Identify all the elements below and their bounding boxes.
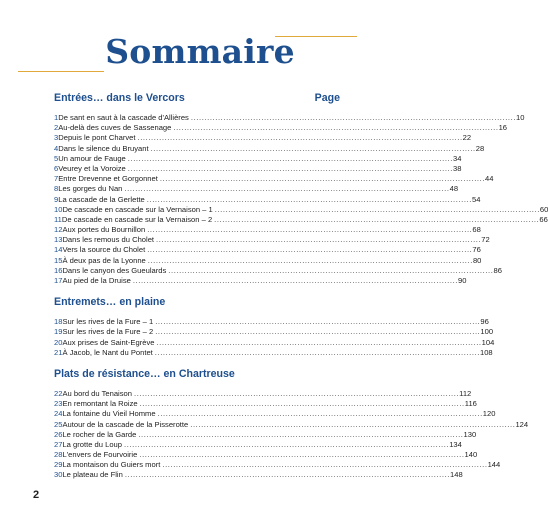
entry-title-wrap xyxy=(62,317,480,327)
toc-entry xyxy=(54,317,489,327)
entry-title-wrap xyxy=(58,195,472,205)
entry-number: 23 xyxy=(54,399,63,409)
entry-title: Dans le silence du Bruyant xyxy=(58,143,149,153)
entry-number: 30 xyxy=(54,470,63,480)
toc-entry xyxy=(54,153,462,164)
entry-title-wrap xyxy=(58,184,449,194)
entry-number: 11 xyxy=(54,214,62,224)
dot-leader: ........................................................................................................................ xyxy=(155,317,481,327)
dot-leader: ........................................................................................................................ xyxy=(159,174,486,184)
entry-number: 17 xyxy=(54,276,63,285)
dot-leader: ........................................................................................................................ xyxy=(132,276,459,285)
entry-title-wrap xyxy=(62,389,459,399)
toc-entry xyxy=(54,265,502,276)
entry-page: 48 xyxy=(449,184,459,194)
entry-page: 60 xyxy=(539,204,548,214)
entry-page: 86 xyxy=(493,265,502,275)
entry-title-wrap xyxy=(62,327,480,337)
entry-list xyxy=(54,113,548,286)
toc-entry xyxy=(54,123,508,133)
section-header xyxy=(54,368,340,380)
page-title: Sommaire xyxy=(105,32,295,71)
toc-entry xyxy=(54,143,485,154)
entry-number: 21 xyxy=(54,347,63,357)
entry-title-wrap xyxy=(62,225,472,235)
entry-title: Sur les rives de la Fure – 1 xyxy=(62,317,154,327)
entry-title-wrap xyxy=(62,266,493,276)
entry-title: À deux pas de la Lyonne xyxy=(62,255,146,265)
entry-title-wrap xyxy=(62,256,473,266)
entry-number: 20 xyxy=(54,337,63,347)
entry-title: Aux portes du Bournillon xyxy=(62,225,146,235)
dot-leader: ........................................................................................................................ xyxy=(162,460,488,470)
entry-page: 44 xyxy=(485,174,494,184)
entry-title-wrap xyxy=(62,245,472,255)
toc-entry xyxy=(54,450,478,460)
entry-page: 28 xyxy=(475,143,485,153)
entry-title: La fontaine du Vieil Homme xyxy=(62,409,156,419)
entry-title: Le rocher de la Garde xyxy=(62,429,137,439)
entry-page: 120 xyxy=(482,409,496,419)
entry-number: 10 xyxy=(54,204,63,214)
page-column-header: Page xyxy=(314,92,340,104)
entry-number: 29 xyxy=(54,460,63,470)
section-header xyxy=(54,92,340,104)
dot-leader: ........................................................................................................................ xyxy=(157,409,483,419)
entry-title-wrap xyxy=(58,123,498,133)
entry-number: 9 xyxy=(54,194,59,204)
toc-entry xyxy=(54,194,481,205)
entry-title: À Jacob, le Nant du Pontet xyxy=(62,347,153,357)
entry-title-wrap xyxy=(58,174,485,184)
dot-leader: ........................................................................................................................ xyxy=(133,388,460,398)
toc-entry xyxy=(54,327,494,337)
entry-page: 112 xyxy=(459,388,472,398)
entry-number: 15 xyxy=(54,255,63,265)
dot-leader: ........................................................................................................................ xyxy=(154,347,480,357)
entry-page: 34 xyxy=(452,153,462,163)
dot-leader: ........................................................................................................................ xyxy=(127,153,453,163)
entry-title: Entre Drevenne et Gorgonnet xyxy=(58,174,158,184)
entry-number: 28 xyxy=(54,450,63,460)
entry-title-wrap xyxy=(62,420,515,430)
toc-entry xyxy=(54,235,490,245)
dot-leader: ........................................................................................................................ xyxy=(147,225,473,235)
entry-page: 100 xyxy=(480,327,494,337)
entry-title: De sant en saut à la cascade d'Allières xyxy=(58,113,189,122)
entry-number: 6 xyxy=(54,163,59,173)
entry-page: 80 xyxy=(472,255,482,265)
dot-leader: ........................................................................................................................ xyxy=(214,204,540,214)
entry-title-wrap xyxy=(62,430,463,440)
entry-page: 134 xyxy=(449,439,462,449)
entry-page: 124 xyxy=(515,419,529,429)
entry-page: 144 xyxy=(487,460,501,470)
entry-page: 72 xyxy=(481,235,490,245)
dot-leader: ........................................................................................................................ xyxy=(139,450,465,460)
entry-title-wrap xyxy=(58,164,453,174)
toc-entry xyxy=(54,245,481,255)
entry-page: 108 xyxy=(479,347,493,357)
entry-title: La grotte du Loup xyxy=(62,439,122,449)
entry-page: 22 xyxy=(462,133,472,143)
entry-title-wrap xyxy=(62,205,539,215)
dot-leader: ........................................................................................................................ xyxy=(156,337,482,347)
entry-number: 3 xyxy=(54,133,59,143)
toc-entry xyxy=(54,214,548,225)
section-heading: Plats de résistance… en Chartreuse xyxy=(54,367,235,380)
page-number: 2 xyxy=(33,489,40,501)
dot-leader: ........................................................................................................................ xyxy=(124,184,450,194)
toc-entry xyxy=(54,113,525,123)
entry-number: 25 xyxy=(54,419,63,429)
entry-page: 68 xyxy=(472,225,481,235)
entry-title: Au-delà des cuves de Sassenage xyxy=(58,123,172,133)
section-heading: Entrées… dans le Vercors xyxy=(54,92,185,104)
entry-title-wrap xyxy=(58,133,462,143)
entry-title: Vers la source du Cholet xyxy=(62,245,146,255)
dot-leader: ........................................................................................................................ xyxy=(124,470,451,480)
toc-entry xyxy=(54,174,494,184)
dot-leader: ........................................................................................................................ xyxy=(173,123,499,133)
entry-number: 14 xyxy=(54,245,63,255)
dot-leader: ........................................................................................................................ xyxy=(147,255,473,265)
entry-title: La cascade de la Gerlette xyxy=(58,194,145,204)
entry-page: 116 xyxy=(464,399,477,409)
entry-title: Sur les rives de la Fure – 2 xyxy=(62,327,154,337)
entry-number: 1 xyxy=(54,113,59,122)
toc-entry xyxy=(54,184,459,194)
entry-title: Le plateau de Flin xyxy=(62,470,123,480)
entry-title: Dans les remous du Cholet xyxy=(62,235,155,245)
entry-page: 10 xyxy=(516,113,525,122)
entry-title-wrap xyxy=(62,470,450,480)
decorative-rule-bottom xyxy=(18,71,104,72)
entry-title-wrap xyxy=(62,348,480,358)
entry-page: 104 xyxy=(481,337,495,347)
entry-number: 12 xyxy=(54,225,63,235)
entry-number: 13 xyxy=(54,235,63,245)
dot-leader: ........................................................................................................................ xyxy=(168,265,494,275)
entry-page: 38 xyxy=(452,163,462,173)
entry-number: 26 xyxy=(54,429,63,439)
entry-number: 2 xyxy=(54,123,59,133)
entry-title: Autour de la cascade de la Pisserotte xyxy=(62,419,189,429)
entry-page: 76 xyxy=(472,245,481,255)
entry-page: 90 xyxy=(458,276,467,285)
entry-title: De cascade en cascade sur la Vernaison – 2 xyxy=(61,214,213,224)
entry-title-wrap xyxy=(58,144,476,154)
toc-entry xyxy=(54,225,481,235)
entry-number: 16 xyxy=(54,265,63,275)
entry-title: L'envers de Fourvoirie xyxy=(62,450,138,460)
toc-entry xyxy=(54,388,472,399)
entry-number: 5 xyxy=(54,153,59,163)
dot-leader: ........................................................................................................................ xyxy=(214,214,540,224)
dot-leader: ........................................................................................................................ xyxy=(190,419,516,429)
entry-title: En remontant la Roize xyxy=(62,399,138,409)
entry-title-wrap xyxy=(62,450,464,460)
dot-leader: ........................................................................................................................ xyxy=(124,439,450,449)
entry-title: Au bord du Tenaison xyxy=(62,388,132,398)
entry-title: Aux prises de Saint-Egrève xyxy=(62,337,155,347)
entry-list xyxy=(54,317,495,358)
toc-entry xyxy=(54,409,496,419)
toc-entry xyxy=(54,429,477,440)
dot-leader: ........................................................................................................................ xyxy=(127,163,453,173)
toc-entry xyxy=(54,255,482,266)
dot-leader: ........................................................................................................................ xyxy=(139,399,465,409)
entry-number: 22 xyxy=(54,388,63,398)
dot-leader: ........................................................................................................................ xyxy=(155,327,481,337)
dot-leader: ........................................................................................................................ xyxy=(146,194,472,204)
toc-entry xyxy=(54,470,463,480)
entry-page: 16 xyxy=(498,123,508,133)
entry-number: 27 xyxy=(54,439,63,449)
table-of-contents xyxy=(54,92,548,481)
entry-title-wrap xyxy=(62,215,539,225)
entry-title-wrap xyxy=(62,338,481,348)
entry-title-wrap xyxy=(62,235,481,245)
dot-leader: ........................................................................................................................ xyxy=(190,113,517,122)
dot-leader: ........................................................................................................................ xyxy=(156,235,482,245)
section-chartreuse xyxy=(54,367,529,481)
dot-leader: ........................................................................................................................ xyxy=(138,429,464,439)
entry-page: 140 xyxy=(464,450,478,460)
entry-title: Un amour de Fauge xyxy=(58,153,126,163)
entry-number: 8 xyxy=(54,184,59,194)
entry-title: Au pied de la Druise xyxy=(62,276,131,285)
section-header xyxy=(54,296,340,308)
dot-leader: ........................................................................................................................ xyxy=(147,245,473,255)
toc-entry xyxy=(54,347,493,358)
entry-number: 19 xyxy=(54,327,63,337)
entry-title-wrap xyxy=(62,276,458,286)
toc-entry xyxy=(54,163,462,174)
section-heading: Entremets… en plaine xyxy=(54,296,166,309)
entry-list xyxy=(54,388,529,481)
entry-number: 24 xyxy=(54,409,63,419)
entry-title: Depuis le pont Charvet xyxy=(58,133,136,143)
toc-entry xyxy=(54,460,501,470)
toc-entry xyxy=(54,419,529,430)
entry-title-wrap xyxy=(62,399,464,409)
entry-title-wrap xyxy=(62,460,487,470)
dot-leader: ........................................................................................................................ xyxy=(150,143,476,153)
entry-title-wrap xyxy=(62,409,482,419)
entry-title-wrap xyxy=(58,154,453,164)
entry-page: 54 xyxy=(471,194,481,204)
entry-title: Veurey et la Voroize xyxy=(58,163,126,173)
toc-entry xyxy=(54,204,548,215)
toc-entry xyxy=(54,439,462,450)
entry-title: Les gorges du Nan xyxy=(58,184,123,194)
section-vercors xyxy=(54,92,548,286)
section-plaine xyxy=(54,296,495,358)
entry-title-wrap xyxy=(62,440,449,450)
entry-title: De cascade en cascade sur la Vernaison – 1 xyxy=(62,204,213,214)
entry-number: 18 xyxy=(54,317,63,327)
entry-number: 7 xyxy=(54,174,59,184)
entry-page: 148 xyxy=(450,470,463,480)
entry-title: La montaison du Guiers mort xyxy=(62,460,161,470)
entry-page: 130 xyxy=(463,429,477,439)
entry-number: 4 xyxy=(54,143,59,153)
entry-page: 66 xyxy=(539,214,548,224)
entry-title: Dans le canyon des Gueulards xyxy=(62,265,167,275)
toc-entry xyxy=(54,276,467,286)
toc-entry xyxy=(54,337,495,348)
toc-entry xyxy=(54,133,472,143)
entry-page: 96 xyxy=(480,317,489,327)
entry-title-wrap xyxy=(58,113,516,123)
toc-entry xyxy=(54,399,477,409)
dot-leader: ........................................................................................................................ xyxy=(137,133,463,143)
